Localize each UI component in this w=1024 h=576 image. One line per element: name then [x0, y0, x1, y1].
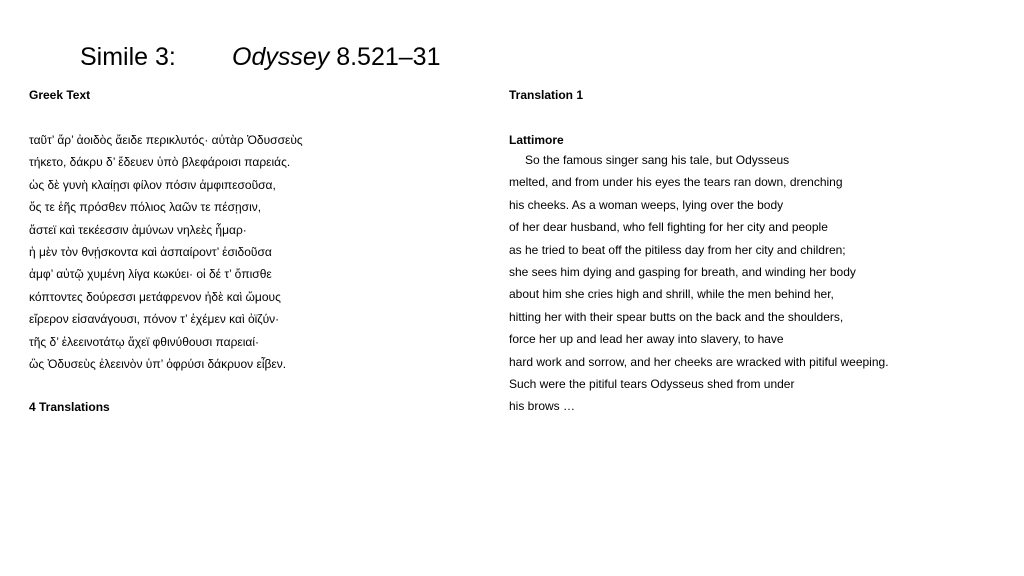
greek-line: ὅς τε ἑῆς πρόσθεν πόλιος λαῶν τε πέσῃσιν,: [29, 200, 262, 215]
translations-count-label: 4 Translations: [29, 400, 110, 415]
greek-line: τήκετο, δάκρυ δ’ ἔδευεν ὑπὸ βλεφάροισι παρειάς.: [29, 155, 291, 170]
greek-line: εἴρερον εἰσανάγουσι, πόνον τ’ ἐχέμεν καὶ ὀϊζύν·: [29, 312, 280, 327]
greek-text-column: [29, 87, 479, 416]
translation-passage: [509, 149, 1009, 418]
translation-line: his cheeks. As a woman weeps, lying over the body: [509, 197, 784, 212]
greek-line: ὡς δὲ γυνὴ κλαίῃσι φίλον πόσιν ἀμφιπεσοῦσα,: [29, 177, 276, 192]
translation-line: about him she cries high and shrill, while the men behind her,: [509, 287, 834, 302]
greek-line: ἄστεϊ καὶ τεκέεσσιν ἀμύνων νηλεὲς ἦμαρ·: [29, 222, 247, 237]
translation-line: Such were the pitiful tears Odysseus shed from under: [509, 377, 795, 392]
slide-title: [80, 40, 440, 74]
greek-text-heading: Greek Text: [29, 88, 91, 102]
simile-label: Simile 3:: [80, 43, 176, 71]
translation-heading: Translation 1: [509, 88, 584, 102]
greek-line: κόπτοντες δούρεσσι μετάφρενον ἠδὲ καὶ ὤμους: [29, 289, 281, 304]
greek-line: τῆς δ’ ἐλεεινοτάτῳ ἄχεϊ φθινύθουσι παρειαί·: [29, 334, 260, 349]
translator-name: Lattimore: [509, 133, 564, 147]
translation-line: So the famous singer sang his tale, but Odysseus: [525, 153, 790, 167]
passage-reference: 8.521–31: [329, 43, 441, 71]
translation-column: [509, 87, 1009, 418]
greek-line: ἀμφ’ αὐτῷ χυμένη λίγα κωκύει· οἱ δέ τ’ ὄπισθε: [29, 267, 272, 282]
translation-line: hard work and sorrow, and her cheeks are wracked with pitiful weeping.: [509, 354, 889, 369]
greek-line: ἡ μὲν τὸν θνῄσκοντα καὶ ἀσπαίροντ’ ἐσιδοῦσα: [29, 245, 272, 260]
translation-line: of her dear husband, who fell fighting for her city and people: [509, 220, 828, 235]
translation-line: force her up and lead her away into slavery, to have: [509, 332, 784, 347]
translation-line: melted, and from under his eyes the tears ran down, drenching: [509, 175, 843, 190]
translation-line: his brows …: [509, 399, 576, 414]
translation-line: she sees him dying and gasping for breath, and winding her body: [509, 265, 856, 280]
translation-line: as he tried to beat off the pitiless day from her city and children;: [509, 242, 846, 257]
greek-line: ταῦτ’ ἄρ’ ἀοιδὸς ἄειδε περικλυτός· αὐτὰρ Ὀδυσσεὺς: [29, 133, 303, 147]
greek-passage: [29, 129, 479, 375]
work-title: Odyssey: [232, 43, 330, 71]
translation-line: hitting her with their spear butts on the back and the shoulders,: [509, 309, 844, 324]
greek-line: ὣς Ὀδυσεὺς ἐλεεινὸν ὑπ’ ὀφρύσι δάκρυον εἶβεν.: [29, 357, 287, 372]
